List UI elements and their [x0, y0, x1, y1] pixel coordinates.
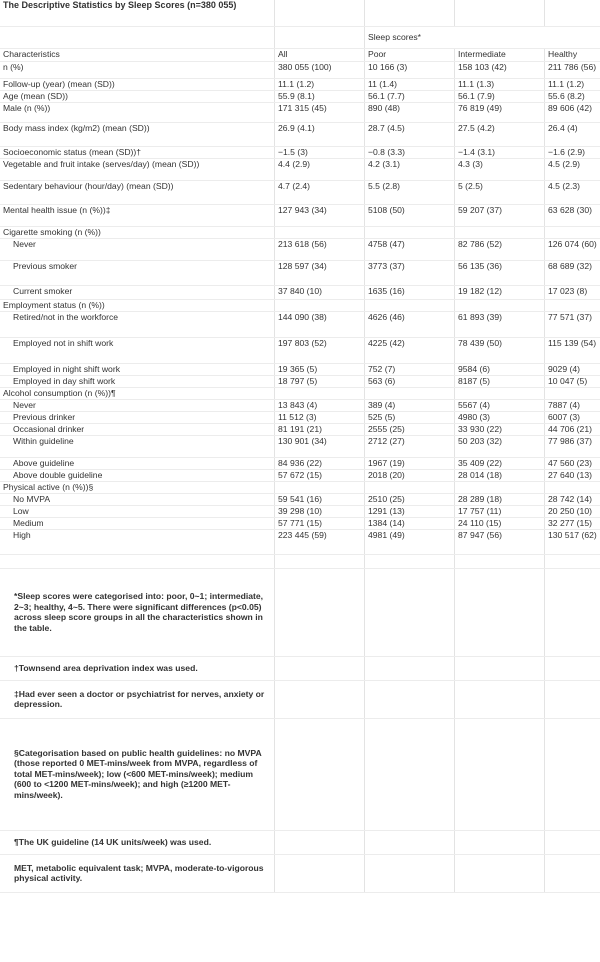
characteristic-label: Medium	[0, 517, 275, 529]
value-cell: 39 298 (10)	[275, 505, 365, 517]
title-row-cell	[275, 0, 365, 26]
value-cell: 4758 (47)	[365, 238, 455, 260]
footnote-blank-cell	[545, 680, 600, 718]
footnote-blank-cell	[365, 830, 455, 854]
value-cell: 130 517 (62)	[545, 529, 600, 554]
group-header-blank	[0, 26, 275, 48]
value-cell: 11.1 (1.3)	[455, 78, 545, 90]
characteristic-label: Mental health issue (n (%))‡	[0, 204, 275, 226]
table-row	[0, 122, 600, 146]
value-cell	[545, 226, 600, 238]
value-cell: 27.5 (4.2)	[455, 122, 545, 146]
characteristic-label: Cigarette smoking (n (%))	[0, 226, 275, 238]
value-cell: 57 672 (15)	[275, 469, 365, 481]
characteristic-label: No MVPA	[0, 493, 275, 505]
value-cell: 5 (2.5)	[455, 180, 545, 204]
value-cell: 144 090 (38)	[275, 311, 365, 337]
footnote-blank-cell	[365, 680, 455, 718]
column-header: All	[275, 48, 365, 61]
footnote-blank-cell	[275, 718, 365, 830]
footnote-blank-cell	[275, 568, 365, 656]
value-cell: 4980 (3)	[455, 411, 545, 423]
value-cell	[455, 387, 545, 399]
value-cell: 87 947 (56)	[455, 529, 545, 554]
value-cell: 525 (5)	[365, 411, 455, 423]
footnote-blank-cell	[365, 854, 455, 892]
footnote-text: †Townsend area deprivation index was used.	[0, 656, 275, 680]
characteristic-label: Above double guideline	[0, 469, 275, 481]
footnote-row	[0, 718, 600, 830]
footnote-blank-cell	[545, 656, 600, 680]
value-cell: 2555 (25)	[365, 423, 455, 435]
footnote-text: ¶The UK guideline (14 UK units/week) was used.	[0, 830, 275, 854]
value-cell: 126 074 (60)	[545, 238, 600, 260]
footnote-blank-cell	[455, 854, 545, 892]
value-cell: 26.9 (4.1)	[275, 122, 365, 146]
value-cell: 115 139 (54)	[545, 337, 600, 363]
table-row	[0, 411, 600, 423]
value-cell: 56 135 (36)	[455, 260, 545, 285]
table-row	[0, 399, 600, 411]
value-cell: 57 771 (15)	[275, 517, 365, 529]
characteristic-label: Sedentary behaviour (hour/day) (mean (SD))	[0, 180, 275, 204]
table-row	[0, 78, 600, 90]
footnote-blank-cell	[455, 568, 545, 656]
value-cell: 158 103 (42)	[455, 61, 545, 78]
characteristic-label: Physical active (n (%))§	[0, 481, 275, 493]
value-cell: −0.8 (3.3)	[365, 146, 455, 158]
value-cell	[275, 226, 365, 238]
value-cell: 5.5 (2.8)	[365, 180, 455, 204]
footnote-blank-cell	[365, 554, 455, 568]
table-row	[0, 423, 600, 435]
characteristic-label: Current smoker	[0, 285, 275, 299]
group-header-blank	[275, 26, 365, 48]
table-row	[0, 387, 600, 399]
value-cell: 37 840 (10)	[275, 285, 365, 299]
characteristic-label: Vegetable and fruit intake (serves/day) (mean (SD))	[0, 158, 275, 180]
value-cell: 11.1 (1.2)	[275, 78, 365, 90]
value-cell: 11.1 (1.2)	[545, 78, 600, 90]
value-cell: 26.4 (4)	[545, 122, 600, 146]
value-cell: 10 047 (5)	[545, 375, 600, 387]
footnote-blank-cell	[455, 830, 545, 854]
table-row	[0, 226, 600, 238]
value-cell: 84 936 (22)	[275, 457, 365, 469]
table-row	[0, 311, 600, 337]
table-row	[0, 204, 600, 226]
characteristic-label: Employed in night shift work	[0, 363, 275, 375]
characteristic-label: n (%)	[0, 61, 275, 78]
table-row	[0, 481, 600, 493]
footnote-text	[0, 554, 275, 568]
title-row	[0, 0, 600, 26]
footnote-blank-cell	[545, 718, 600, 830]
value-cell: 1291 (13)	[365, 505, 455, 517]
value-cell: 17 023 (8)	[545, 285, 600, 299]
value-cell: 890 (48)	[365, 102, 455, 122]
value-cell: 77 571 (37)	[545, 311, 600, 337]
value-cell: 27 640 (13)	[545, 469, 600, 481]
value-cell: 33 930 (22)	[455, 423, 545, 435]
table-row	[0, 61, 600, 78]
value-cell: 56.1 (7.7)	[365, 90, 455, 102]
value-cell: 11 512 (3)	[275, 411, 365, 423]
footnote-blank-cell	[455, 718, 545, 830]
column-header: Poor	[365, 48, 455, 61]
value-cell: 2018 (20)	[365, 469, 455, 481]
value-cell: 50 203 (32)	[455, 435, 545, 457]
value-cell: 8187 (5)	[455, 375, 545, 387]
title-row-cell	[455, 0, 545, 26]
value-cell: 213 618 (56)	[275, 238, 365, 260]
characteristic-label: Employed not in shift work	[0, 337, 275, 363]
footnote-blank-cell	[275, 830, 365, 854]
characteristic-label: Follow-up (year) (mean (SD))	[0, 78, 275, 90]
value-cell	[365, 387, 455, 399]
characteristic-label: Within guideline	[0, 435, 275, 457]
value-cell	[365, 299, 455, 311]
value-cell: 380 055 (100)	[275, 61, 365, 78]
value-cell: 130 901 (34)	[275, 435, 365, 457]
table-row	[0, 529, 600, 554]
value-cell: 1384 (14)	[365, 517, 455, 529]
value-cell: 211 786 (56)	[545, 61, 600, 78]
footnote-blank-cell	[545, 568, 600, 656]
footnote-blank-cell	[455, 680, 545, 718]
value-cell: 127 943 (34)	[275, 204, 365, 226]
value-cell: 6007 (3)	[545, 411, 600, 423]
value-cell	[275, 387, 365, 399]
table-row	[0, 102, 600, 122]
table-row	[0, 146, 600, 158]
value-cell: 1967 (19)	[365, 457, 455, 469]
characteristic-label: Male (n (%))	[0, 102, 275, 122]
value-cell: 59 541 (16)	[275, 493, 365, 505]
group-header-row	[0, 26, 600, 48]
value-cell: 56.1 (7.9)	[455, 90, 545, 102]
value-cell: 4225 (42)	[365, 337, 455, 363]
footnote-blank-cell	[275, 680, 365, 718]
value-cell: 24 110 (15)	[455, 517, 545, 529]
column-header-row	[0, 48, 600, 61]
value-cell: 5108 (50)	[365, 204, 455, 226]
characteristic-label: High	[0, 529, 275, 554]
value-cell: 5567 (4)	[455, 399, 545, 411]
value-cell: 32 277 (15)	[545, 517, 600, 529]
footnote-row	[0, 680, 600, 718]
table-row	[0, 299, 600, 311]
value-cell: 59 207 (37)	[455, 204, 545, 226]
value-cell: 9029 (4)	[545, 363, 600, 375]
column-header: Healthy	[545, 48, 600, 61]
characteristic-label: Body mass index (kg/m2) (mean (SD))	[0, 122, 275, 146]
value-cell: 4626 (46)	[365, 311, 455, 337]
footnote-text: *Sleep scores were categorised into: poor, 0~1; intermediate, 2~3; healthy, 4~5. There were significant differences (p<0.05) across sleep score groups in all the characteristics shown in the table.	[0, 568, 275, 656]
value-cell: 752 (7)	[365, 363, 455, 375]
value-cell: 10 166 (3)	[365, 61, 455, 78]
value-cell: 4981 (49)	[365, 529, 455, 554]
value-cell: 76 819 (49)	[455, 102, 545, 122]
column-header: Characteristics	[0, 48, 275, 61]
value-cell: 197 803 (52)	[275, 337, 365, 363]
value-cell: 55.6 (8.2)	[545, 90, 600, 102]
value-cell: 81 191 (21)	[275, 423, 365, 435]
value-cell	[455, 481, 545, 493]
value-cell: 9584 (6)	[455, 363, 545, 375]
value-cell: 1635 (16)	[365, 285, 455, 299]
value-cell: 2510 (25)	[365, 493, 455, 505]
characteristic-label: Socioeconomic status (mean (SD))†	[0, 146, 275, 158]
footnote-blank-cell	[275, 854, 365, 892]
value-cell: 28 014 (18)	[455, 469, 545, 481]
value-cell: 28 742 (14)	[545, 493, 600, 505]
value-cell: 28.7 (4.5)	[365, 122, 455, 146]
table-row	[0, 180, 600, 204]
footnote-blank-cell	[545, 554, 600, 568]
value-cell: 44 706 (21)	[545, 423, 600, 435]
characteristic-label: Alcohol consumption (n (%))¶	[0, 387, 275, 399]
value-cell	[275, 481, 365, 493]
footnote-blank-cell	[365, 568, 455, 656]
value-cell: 61 893 (39)	[455, 311, 545, 337]
value-cell	[545, 387, 600, 399]
footnote-blank-cell	[275, 656, 365, 680]
table-row	[0, 375, 600, 387]
table-row	[0, 158, 600, 180]
footnote-blank-cell	[275, 554, 365, 568]
footnote-row	[0, 830, 600, 854]
value-cell: 68 689 (32)	[545, 260, 600, 285]
table-title: The Descriptive Statistics by Sleep Scores (n=380 055)	[0, 0, 275, 26]
value-cell: 77 986 (37)	[545, 435, 600, 457]
table-row	[0, 457, 600, 469]
value-cell: 78 439 (50)	[455, 337, 545, 363]
value-cell: 563 (6)	[365, 375, 455, 387]
footnote-row	[0, 554, 600, 568]
value-cell: 4.2 (3.1)	[365, 158, 455, 180]
footnote-text: §Categorisation based on public health guidelines: no MVPA (those reported 0 MET-mins/week from MVPA, regardless of total MET-mins/week); low (<600 MET-mins/week); medium (600 to <1200 MET-mins/week); and high (≥1200 MET-mins/week).	[0, 718, 275, 830]
table-row	[0, 469, 600, 481]
value-cell: 4.4 (2.9)	[275, 158, 365, 180]
value-cell: −1.5 (3)	[275, 146, 365, 158]
characteristic-label: Above guideline	[0, 457, 275, 469]
value-cell: 11 (1.4)	[365, 78, 455, 90]
value-cell: 4.7 (2.4)	[275, 180, 365, 204]
footnote-text: ‡Had ever seen a doctor or psychiatrist for nerves, anxiety or depression.	[0, 680, 275, 718]
value-cell: 7887 (4)	[545, 399, 600, 411]
value-cell: 4.3 (3)	[455, 158, 545, 180]
characteristic-label: Retired/not in the workforce	[0, 311, 275, 337]
table-row	[0, 285, 600, 299]
column-header: Intermediate	[455, 48, 545, 61]
footnote-blank-cell	[545, 854, 600, 892]
value-cell	[545, 481, 600, 493]
value-cell: 47 560 (23)	[545, 457, 600, 469]
value-cell: 17 757 (11)	[455, 505, 545, 517]
value-cell: −1.4 (3.1)	[455, 146, 545, 158]
table-row	[0, 517, 600, 529]
value-cell: 18 797 (5)	[275, 375, 365, 387]
characteristic-label: Employed in day shift work	[0, 375, 275, 387]
characteristic-label: Previous smoker	[0, 260, 275, 285]
table-row	[0, 90, 600, 102]
value-cell: 223 445 (59)	[275, 529, 365, 554]
characteristic-label: Employment status (n (%))	[0, 299, 275, 311]
value-cell: 19 365 (5)	[275, 363, 365, 375]
value-cell: 171 315 (45)	[275, 102, 365, 122]
footnote-blank-cell	[455, 656, 545, 680]
value-cell: 3773 (37)	[365, 260, 455, 285]
value-cell: 20 250 (10)	[545, 505, 600, 517]
value-cell: 4.5 (2.9)	[545, 158, 600, 180]
value-cell: 4.5 (2.3)	[545, 180, 600, 204]
characteristic-label: Low	[0, 505, 275, 517]
value-cell: 63 628 (30)	[545, 204, 600, 226]
footnote-blank-cell	[365, 656, 455, 680]
title-row-cell	[545, 0, 600, 26]
footnote-blank-cell	[455, 554, 545, 568]
value-cell: 128 597 (34)	[275, 260, 365, 285]
footnote-blank-cell	[365, 718, 455, 830]
footnote-row	[0, 854, 600, 892]
table-row	[0, 493, 600, 505]
footnote-blank-cell	[545, 830, 600, 854]
value-cell: 19 182 (12)	[455, 285, 545, 299]
value-cell	[365, 226, 455, 238]
value-cell	[275, 299, 365, 311]
value-cell	[545, 299, 600, 311]
footnote-text: MET, metabolic equivalent task; MVPA, moderate-to-vigorous physical activity.	[0, 854, 275, 892]
value-cell: 13 843 (4)	[275, 399, 365, 411]
characteristic-label: Age (mean (SD))	[0, 90, 275, 102]
value-cell: 2712 (27)	[365, 435, 455, 457]
characteristic-label: Occasional drinker	[0, 423, 275, 435]
table-row	[0, 238, 600, 260]
value-cell: −1.6 (2.9)	[545, 146, 600, 158]
table-row	[0, 337, 600, 363]
sleep-scores-header: Sleep scores*	[365, 26, 600, 48]
footnote-row	[0, 656, 600, 680]
value-cell	[455, 226, 545, 238]
value-cell: 28 289 (18)	[455, 493, 545, 505]
characteristic-label: Never	[0, 238, 275, 260]
characteristic-label: Previous drinker	[0, 411, 275, 423]
table-row	[0, 505, 600, 517]
title-row-cell	[365, 0, 455, 26]
value-cell: 55.9 (8.1)	[275, 90, 365, 102]
table-row	[0, 260, 600, 285]
characteristic-label: Never	[0, 399, 275, 411]
footnote-row	[0, 568, 600, 656]
value-cell: 35 409 (22)	[455, 457, 545, 469]
table-row	[0, 363, 600, 375]
value-cell: 82 786 (52)	[455, 238, 545, 260]
value-cell	[455, 299, 545, 311]
value-cell	[365, 481, 455, 493]
table-row	[0, 435, 600, 457]
value-cell: 89 606 (42)	[545, 102, 600, 122]
value-cell: 389 (4)	[365, 399, 455, 411]
